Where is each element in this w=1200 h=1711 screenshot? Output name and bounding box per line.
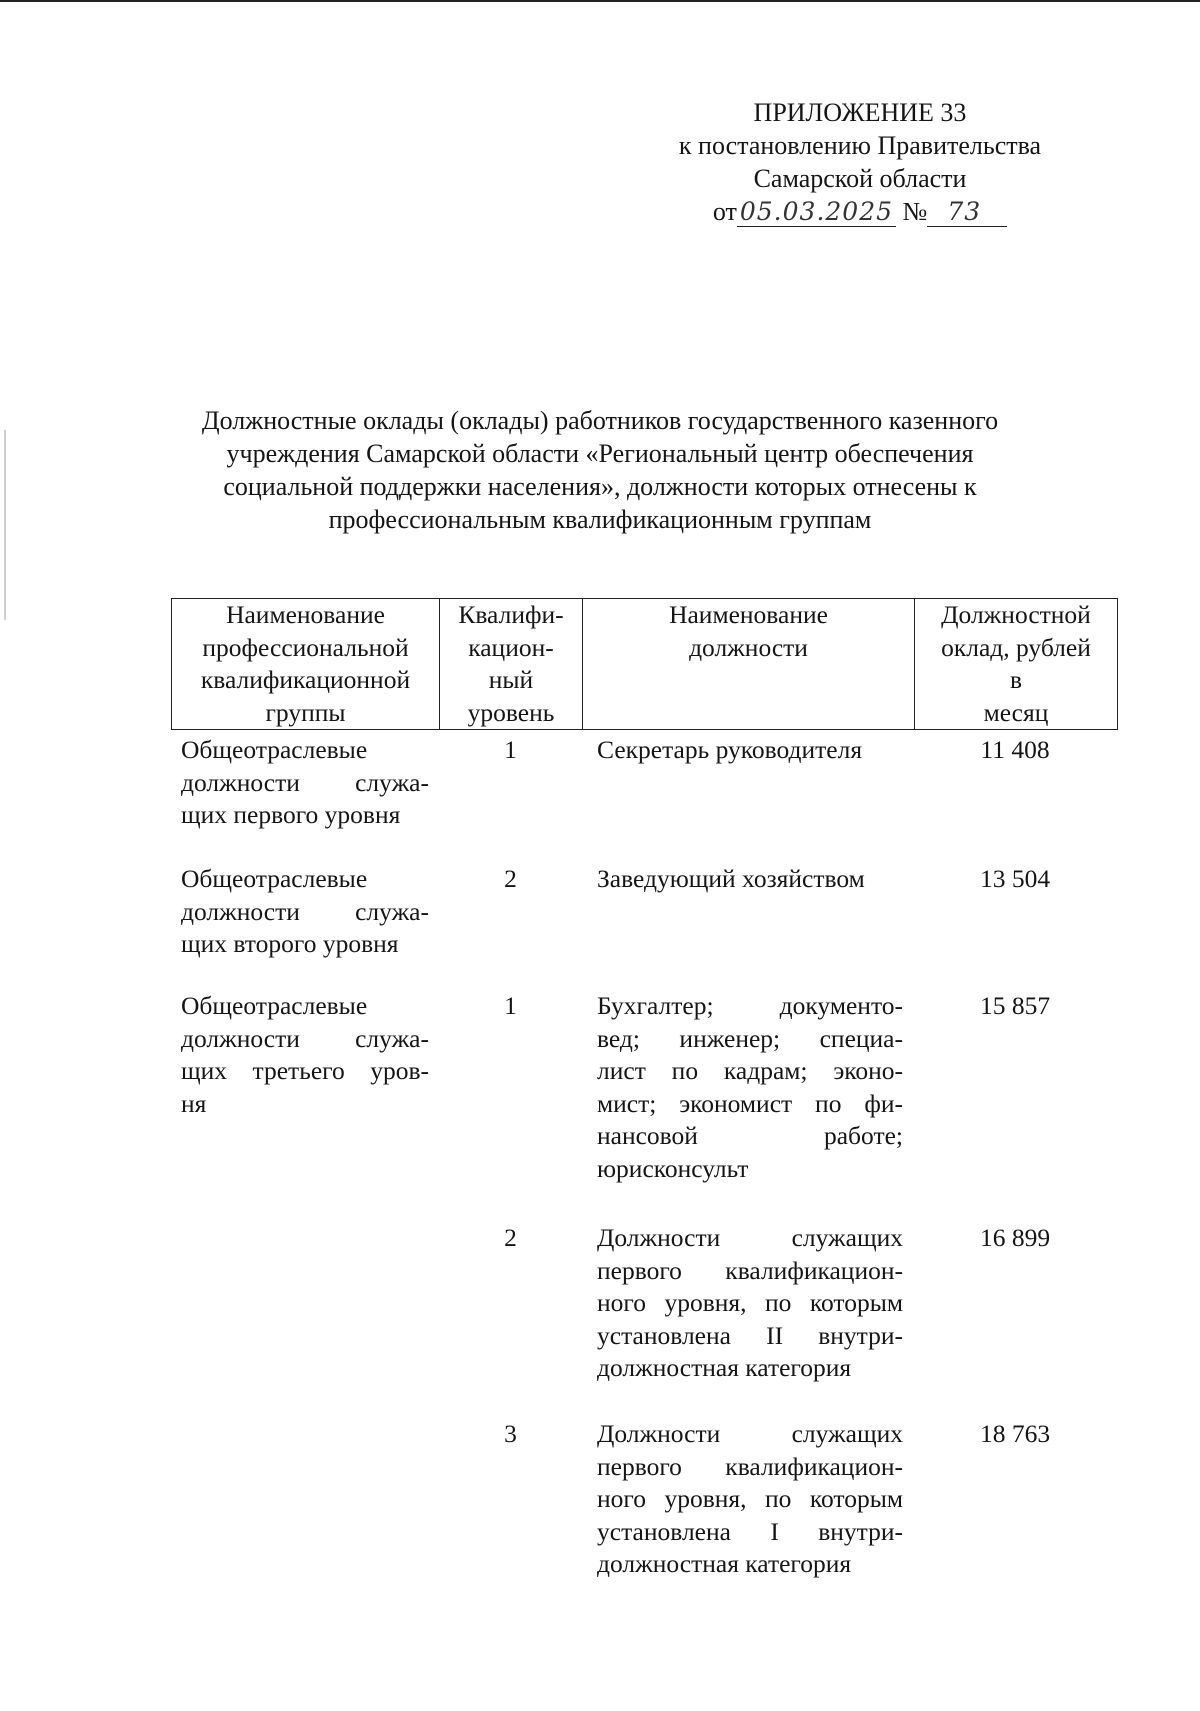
position-text: вед; инженер; специа- bbox=[597, 1023, 903, 1053]
group-text: должности служа- bbox=[181, 1023, 429, 1053]
header-text: в bbox=[1009, 665, 1023, 694]
row-salary: 16 899 bbox=[979, 1223, 1051, 1252]
number-prefix: № bbox=[902, 197, 928, 226]
header-qualification-level bbox=[440, 599, 583, 729]
salary-table-header bbox=[171, 598, 1118, 730]
position-text: нансовой работе; bbox=[597, 1121, 903, 1150]
row-position-name bbox=[597, 734, 903, 767]
position-text: Должности служащих bbox=[597, 1419, 903, 1448]
position-text: Бухгалтер; документо- bbox=[597, 991, 903, 1020]
title-line-2: учреждения Самарской области «Региональный центр обеспечения bbox=[226, 439, 974, 468]
scan-top-edge bbox=[0, 0, 1200, 2]
title-line-3: социальной поддержки населения», должности которых отнесены к bbox=[223, 472, 977, 501]
appendix-header bbox=[640, 96, 1080, 228]
row-salary: 18 763 bbox=[979, 1419, 1051, 1448]
group-text: Общеотраслевые bbox=[181, 991, 368, 1020]
scan-left-edge-mark bbox=[4, 430, 6, 620]
header-text: Наименование bbox=[669, 600, 828, 629]
handwritten-number: 73 bbox=[927, 197, 1007, 227]
header-text: Наименование bbox=[226, 600, 385, 629]
header-text: профессиональной bbox=[202, 632, 409, 662]
row-qualification-level: 2 bbox=[504, 1223, 517, 1252]
group-text: Общеотраслевые bbox=[181, 735, 368, 764]
position-text: юрисконсульт bbox=[597, 1153, 749, 1183]
position-text: ного уровня, по которым bbox=[597, 1484, 903, 1513]
header-group-name bbox=[172, 599, 440, 729]
header-text: Квалифи- bbox=[458, 600, 564, 629]
row-qualification-level: 1 bbox=[504, 735, 517, 764]
row-salary: 11 408 bbox=[980, 735, 1050, 764]
row-position-name bbox=[597, 1222, 903, 1385]
appendix-resolution-line: к постановлению Правительства bbox=[678, 131, 1042, 160]
header-text: кацион- bbox=[468, 632, 554, 662]
header-text: квалификационной bbox=[200, 665, 411, 694]
row-qualification-level: 1 bbox=[504, 991, 517, 1020]
header-text: должности bbox=[689, 632, 808, 662]
header-salary bbox=[915, 599, 1117, 729]
title-line-1: Должностные оклады (оклады) работников государственного казенного bbox=[201, 406, 999, 435]
header-text: Должностной bbox=[941, 600, 1091, 629]
handwritten-date: 05.03.2025 bbox=[737, 197, 896, 227]
row-salary: 15 857 bbox=[979, 991, 1051, 1020]
row-qualification-level: 3 bbox=[504, 1419, 517, 1448]
header-text: месяц bbox=[983, 697, 1049, 727]
position-text: Заведующий хозяйством bbox=[597, 864, 865, 893]
row-position-name bbox=[597, 863, 903, 896]
header-position-name bbox=[583, 599, 915, 729]
group-text: ня bbox=[181, 1088, 207, 1118]
row-group-name bbox=[181, 734, 429, 832]
position-text: Должности служащих bbox=[597, 1223, 903, 1252]
group-text: должности служа- bbox=[181, 896, 429, 926]
position-text: первого квалификацион- bbox=[597, 1451, 903, 1481]
row-group-name bbox=[181, 990, 429, 1120]
document-title bbox=[160, 404, 1040, 536]
position-text: должностная категория bbox=[597, 1549, 852, 1578]
position-text: Секретарь руководителя bbox=[597, 735, 863, 764]
header-text: ный bbox=[488, 665, 534, 694]
position-text: первого квалификацион- bbox=[597, 1255, 903, 1285]
position-text: лист по кадрам; эконо- bbox=[597, 1056, 903, 1085]
group-text: щих третьего уров- bbox=[181, 1056, 429, 1085]
row-position-name bbox=[597, 990, 903, 1185]
header-text: оклад, рублей bbox=[941, 632, 1091, 662]
appendix-date-number-line bbox=[640, 195, 1080, 228]
appendix-title: ПРИЛОЖЕНИЕ 33 bbox=[753, 98, 967, 127]
group-text: Общеотраслевые bbox=[181, 864, 368, 893]
position-text: ного уровня, по которым bbox=[597, 1288, 903, 1317]
position-text: мист; экономист по фи- bbox=[597, 1088, 903, 1118]
row-qualification-level: 2 bbox=[504, 864, 517, 893]
position-text: установлена I внутри- bbox=[597, 1516, 903, 1546]
position-text: должностная категория bbox=[597, 1353, 852, 1382]
header-text: уровень bbox=[467, 697, 555, 727]
row-position-name bbox=[597, 1418, 903, 1581]
position-text: установлена II внутри- bbox=[597, 1320, 903, 1350]
row-group-name bbox=[181, 863, 429, 961]
header-text: группы bbox=[265, 697, 346, 727]
appendix-region-line: Самарской области bbox=[753, 164, 967, 193]
row-salary: 13 504 bbox=[979, 864, 1051, 893]
date-prefix: от bbox=[712, 197, 737, 226]
title-line-4: профессиональным квалификационным группам bbox=[328, 505, 872, 534]
group-text: щих первого уровня bbox=[181, 800, 401, 829]
group-text: должности служа- bbox=[181, 767, 429, 797]
group-text: щих второго уровня bbox=[181, 929, 399, 958]
